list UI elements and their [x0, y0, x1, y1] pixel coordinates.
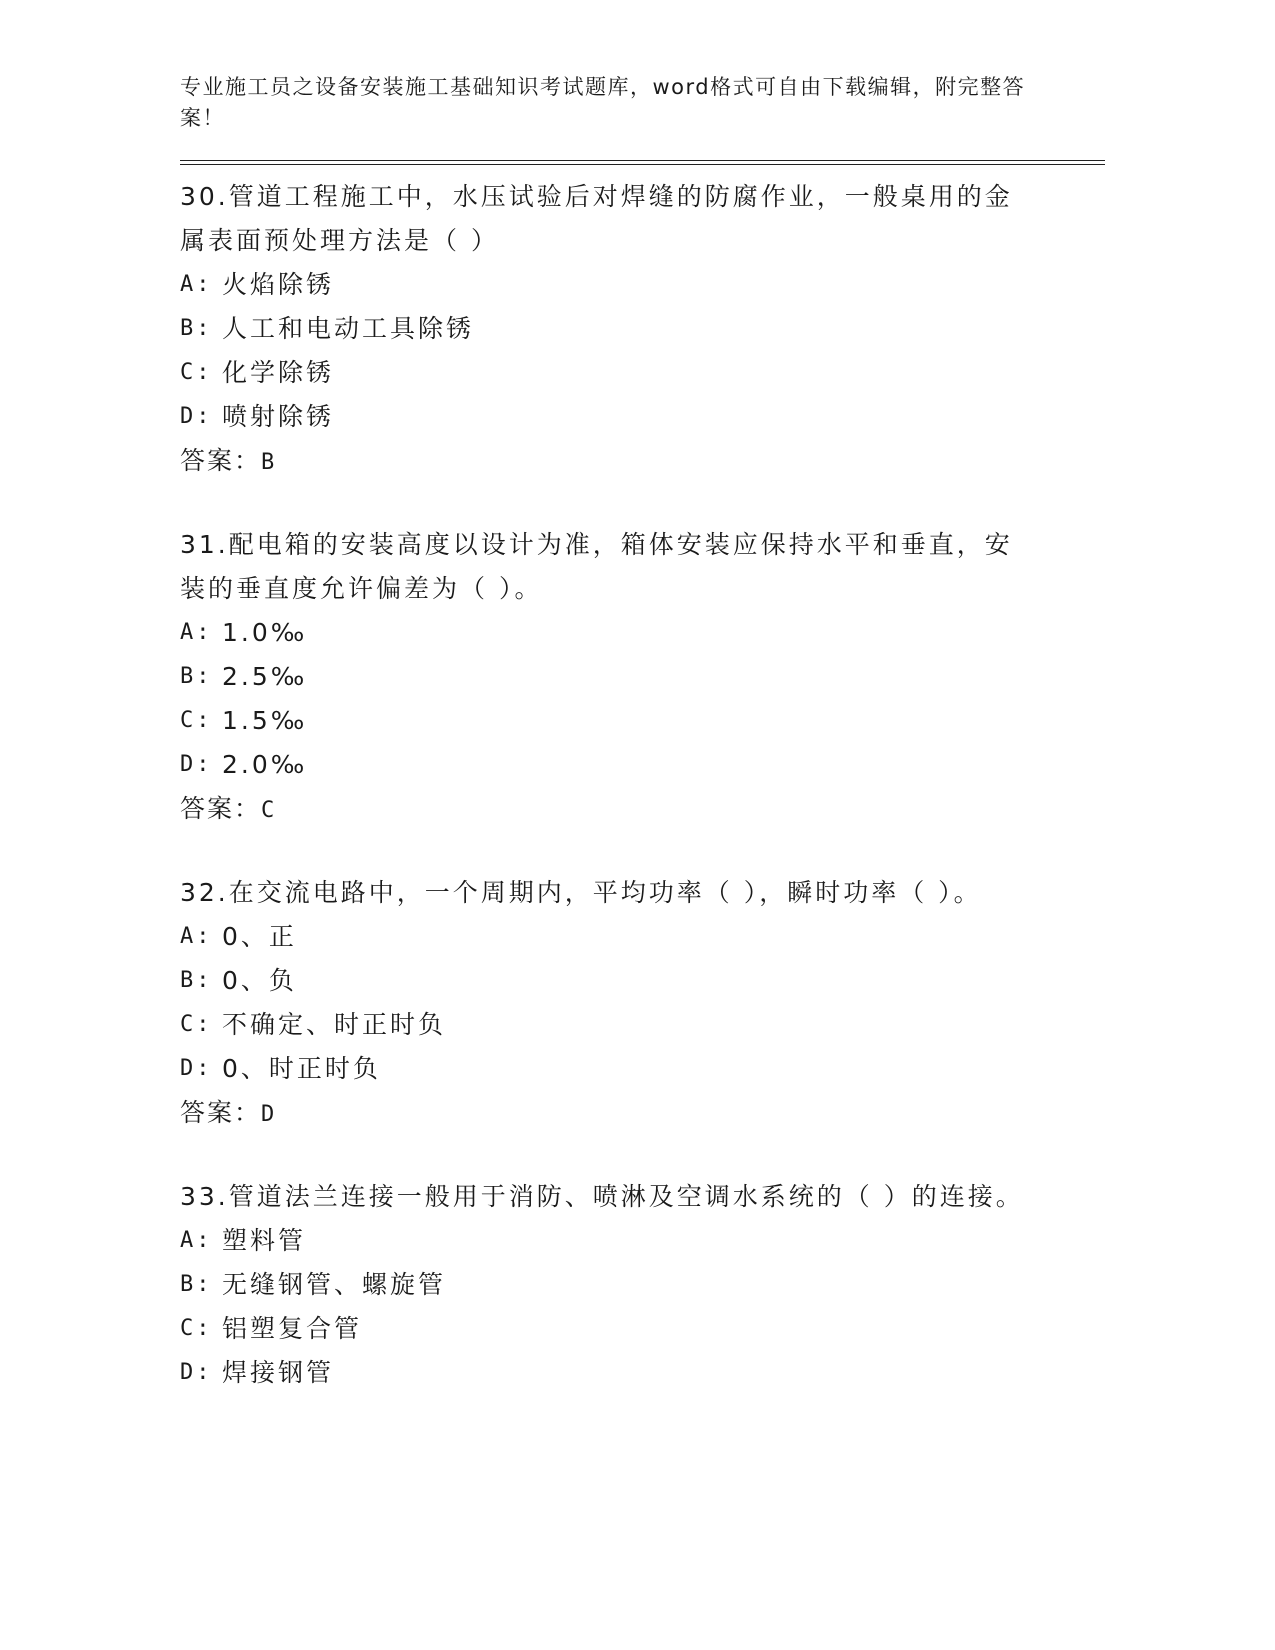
question-31	[180, 523, 1105, 833]
option-letter: B:	[180, 664, 213, 689]
option-text: 0、时正时负	[222, 1054, 381, 1083]
option-a	[180, 1219, 1105, 1263]
option-letter: A:	[180, 272, 213, 297]
option-letter: D:	[180, 752, 213, 777]
option-d	[180, 743, 1105, 787]
option-letter: C:	[180, 708, 213, 733]
option-b	[180, 1263, 1105, 1307]
option-text: 铝塑复合管	[222, 1314, 363, 1343]
option-text: 火焰除锈	[222, 270, 335, 299]
option-b	[180, 959, 1105, 1003]
option-letter: A:	[180, 620, 213, 645]
answer-label: 答案：	[180, 446, 262, 475]
option-letter: D:	[180, 404, 213, 429]
option-d	[180, 395, 1105, 439]
option-c	[180, 1307, 1105, 1351]
option-list	[180, 915, 1105, 1091]
option-letter: D:	[180, 1360, 213, 1385]
document-header: 专业施工员之设备安装施工基础知识考试题库，word格式可自由下载编辑，附完整答案！	[180, 75, 1026, 130]
option-letter: C:	[180, 360, 213, 385]
question-text: 32.在交流电路中，一个周期内，平均功率（ ），瞬时功率（ ）。	[180, 878, 982, 907]
answer-label: 答案：	[180, 1098, 262, 1127]
answer-value: D	[261, 1102, 277, 1127]
option-text: 2.5‰	[222, 662, 308, 691]
option-text: 塑料管	[222, 1226, 307, 1255]
option-letter: A:	[180, 1228, 213, 1253]
header-divider	[180, 160, 1105, 165]
option-letter: B:	[180, 316, 213, 341]
option-letter: D:	[180, 1056, 213, 1081]
document-page	[180, 72, 1105, 1395]
question-text: 31.配电箱的安装高度以设计为准，箱体安装应保持水平和垂直，安装的垂直度允许偏差为（ ）。	[180, 530, 1013, 603]
question-30	[180, 175, 1105, 485]
option-text: 焊接钢管	[222, 1358, 335, 1387]
answer-line	[180, 439, 1105, 485]
option-letter: C:	[180, 1316, 213, 1341]
option-c	[180, 699, 1105, 743]
option-text: 无缝钢管、螺旋管	[222, 1270, 447, 1299]
question-33	[180, 1175, 1105, 1395]
question-32	[180, 871, 1105, 1137]
option-letter: C:	[180, 1012, 213, 1037]
option-text: 不确定、时正时负	[222, 1010, 447, 1039]
option-text: 0、负	[222, 966, 297, 995]
option-text: 2.0‰	[222, 750, 308, 779]
option-list	[180, 263, 1105, 439]
option-text: 喷射除锈	[222, 402, 335, 431]
answer-line	[180, 787, 1105, 833]
option-text: 1.5‰	[222, 706, 308, 735]
option-a	[180, 611, 1105, 655]
question-text: 30.管道工程施工中，水压试验后对焊缝的防腐作业，一般桌用的金属表面预处理方法是（ ）	[180, 182, 1013, 255]
option-text: 人工和电动工具除锈	[222, 314, 475, 343]
answer-line	[180, 1091, 1105, 1137]
option-letter: B:	[180, 1272, 213, 1297]
option-b	[180, 307, 1105, 351]
option-list	[180, 1219, 1105, 1395]
option-c	[180, 1003, 1105, 1047]
option-text: 0、正	[222, 922, 297, 951]
question-text: 33.管道法兰连接一般用于消防、喷淋及空调水系统的（ ）的连接。	[180, 1182, 1024, 1211]
option-text: 1.0‰	[222, 618, 308, 647]
option-d	[180, 1047, 1105, 1091]
option-c	[180, 351, 1105, 395]
option-b	[180, 655, 1105, 699]
answer-value: B	[261, 450, 277, 475]
answer-value: C	[261, 798, 277, 823]
option-letter: A:	[180, 924, 213, 949]
option-list	[180, 611, 1105, 787]
answer-label: 答案：	[180, 794, 262, 823]
option-a	[180, 915, 1105, 959]
option-d	[180, 1351, 1105, 1395]
option-text: 化学除锈	[222, 358, 335, 387]
option-letter: B:	[180, 968, 213, 993]
option-a	[180, 263, 1105, 307]
